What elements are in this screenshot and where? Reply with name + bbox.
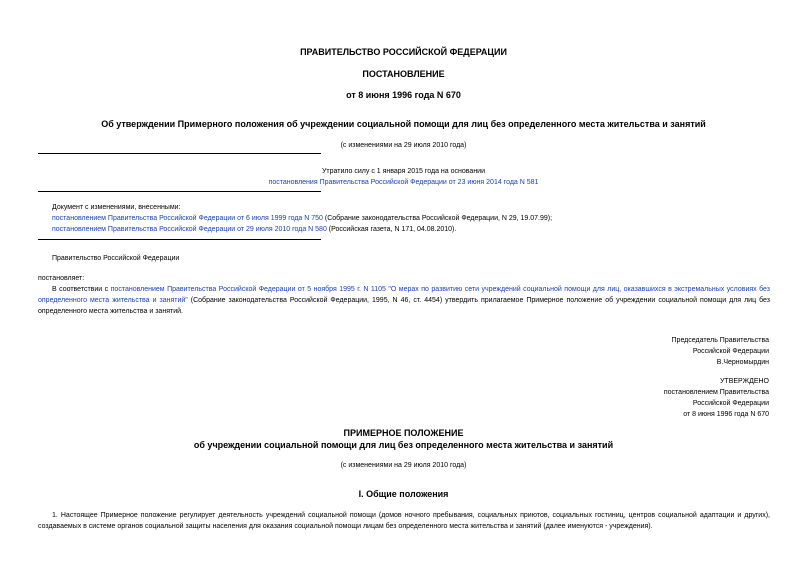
amendment-item	[52, 224, 456, 235]
doc-type: ПОСТАНОВЛЕНИЕ	[362, 69, 445, 79]
amendment-source: (Собрание законодательства Российской Федерации, N 29, 19.07.99);	[322, 215, 553, 222]
divider	[38, 153, 321, 154]
regulation-paragraph-1: 1. Настоящее Примерное положение регулирует деятельность учреждений социальной помощи (домов ночного пребывания, социальных приютов, социальных гостиниц, центров социальной адаптации и других), создаваемых в системе органов социальной защиты населения для оказания социальной помощи лицам без определенного места жительства и занятий (далее именуются - учреждения).	[38, 512, 770, 530]
preamble-rest: (Собрание законодательства Российской Федерации, 1995, N 46, ст. 4454) утвердить прилагаемое Примерное положение об учреждении социальной помощи для лиц без определенного места жительства и занятий.	[38, 297, 770, 315]
amendment-source: (Российская газета, N 171, 04.08.2010).	[326, 226, 457, 233]
signature-country: Российской Федерации	[692, 348, 769, 355]
signature-name: В.Черномырдин	[716, 359, 769, 366]
approved-label: УТВЕРЖДЕНО	[719, 378, 769, 385]
regulation-changes: (с изменениями на 29 июля 2010 года)	[340, 462, 467, 469]
amendment-link-1999[interactable]: постановлением Правительства Российской Федерации от 6 июля 1999 года N 750	[52, 215, 323, 222]
org-name: ПРАВИТЕЛЬСТВО РОССИЙСКОЙ ФЕДЕРАЦИИ	[300, 47, 507, 57]
regulation-title: ПРИМЕРНОЕ ПОЛОЖЕНИЕ	[343, 428, 464, 438]
signature-title: Председатель Правительства	[671, 337, 769, 344]
doc-date-number: от 8 июня 1996 года N 670	[346, 90, 461, 100]
signature-block	[672, 335, 769, 368]
changes-note: (с изменениями на 29 июля 2010 года)	[340, 142, 467, 149]
section-heading: I. Общие положения	[358, 489, 449, 499]
doc-title: Об утверждении Примерного положения об учреждении социальной помощи для лиц без определенного места жительства и занятий	[101, 119, 706, 129]
amendment-item	[52, 213, 552, 224]
amendment-link-2010[interactable]: постановлением Правительства Российской Федерации от 29 июля 2010 года N 580	[52, 226, 327, 233]
preamble-paragraph	[38, 284, 770, 317]
expired-note: Утратило силу с 1 января 2015 года на основании	[321, 168, 486, 175]
approved-by: постановлением Правительства	[663, 389, 769, 396]
preamble-prefix: В соответствии с	[52, 286, 111, 293]
divider	[38, 191, 321, 192]
approval-block	[664, 376, 769, 420]
decree-1105-link[interactable]: постановлением Правительства Российской Федерации от 5 ноября 1995 г. N 1105 "О мерах по развитию сети учреждений социальной помощи для лиц, оказавшихся в экстремальных условиях без определенного места жительства и занятий"	[38, 286, 770, 304]
divider	[38, 239, 321, 240]
approved-date: от 8 июня 1996 года N 670	[683, 411, 769, 418]
expired-link-line	[0, 177, 807, 188]
regulation-subtitle: об учреждении социальной помощи для лиц без определенного места жительства и занятий	[193, 440, 614, 450]
amendments-intro: Документ с изменениями, внесенными:	[52, 204, 181, 211]
approved-country: Российской Федерации	[692, 400, 769, 407]
issuer: Правительство Российской Федерации	[52, 255, 180, 262]
expired-decree-link[interactable]: постановления Правительства Российской Федерации от 23 июня 2014 года N 581	[268, 179, 539, 186]
decrees-word: постановляет:	[38, 275, 85, 282]
